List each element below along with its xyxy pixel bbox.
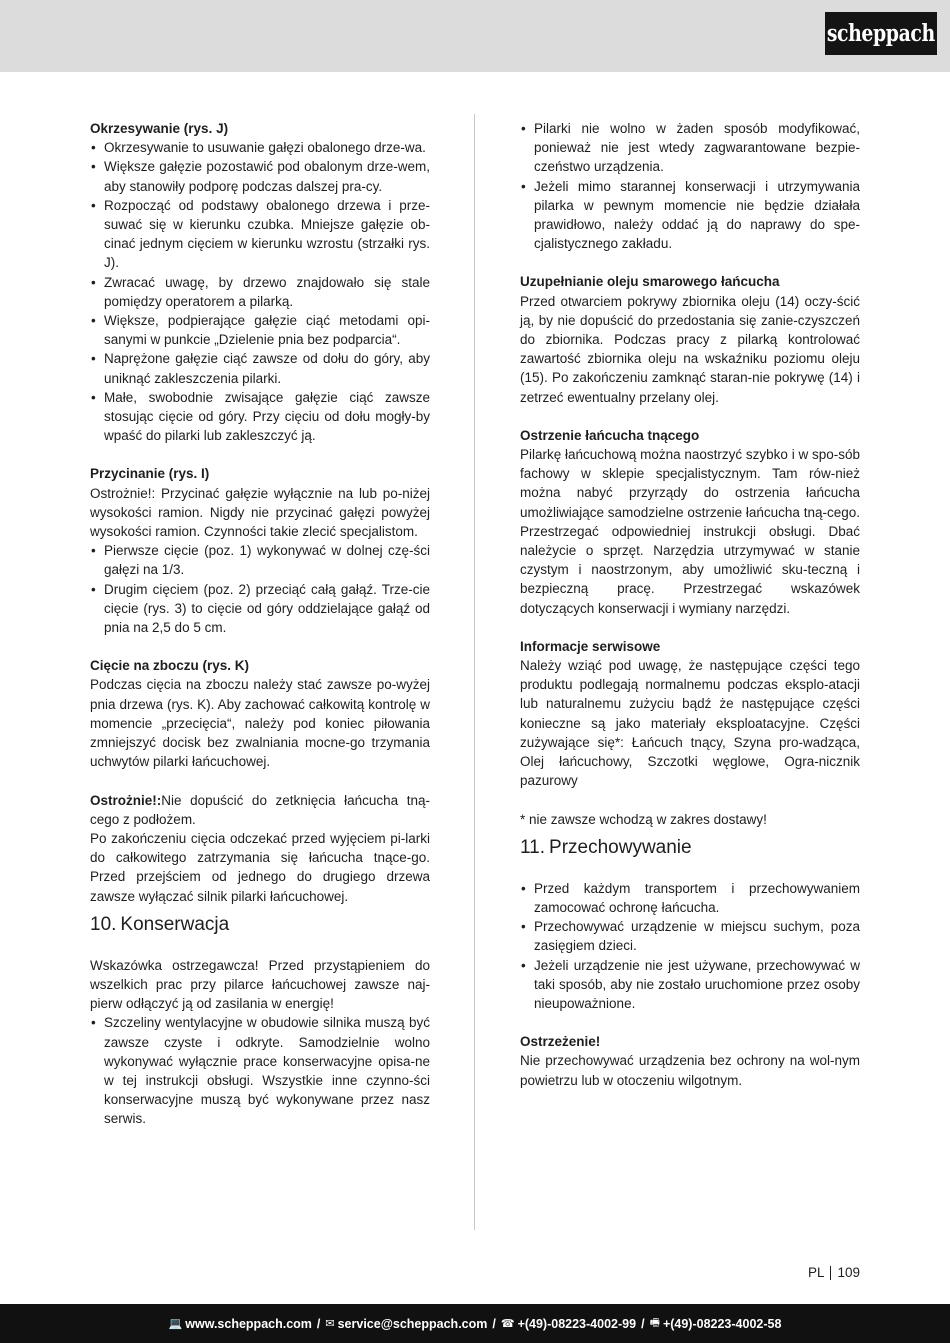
website-link[interactable]: www.scheppach.com: [185, 1316, 312, 1331]
maintenance-list-continued: [520, 119, 860, 253]
scheppach-logo: [825, 12, 937, 55]
list-item: • Okrzesywanie to usuwanie gałęzi obalonego drze-wa.: [90, 138, 430, 157]
sharpen-text: Pilarkę łańcuchową można naostrzyć szybko i w spo-sób fachowy w sklepie specjalistycznym. Tam rów-nież można nabyć przyrządy do ostrzenia łańcucha umożliwiające samodzielne ostrzenie łańcucha tną-cego. Przestrzegać odpowiedniej instrukcji obsługi. Dbać należycie o sprzęt. Narzędzia utrzymywać w stanie czystym i naostrzonym, aby umożliwić sku-teczną i bezpieczną pracę. Przestrzegać wskazówek dotyczących konserwacji i wymiany narzędzi.: [520, 447, 860, 616]
page-number: [808, 1264, 860, 1282]
mail-icon: ✉: [325, 1318, 335, 1330]
section-heading: Konserwacja: [120, 913, 230, 935]
computer-icon: 💻: [168, 1318, 183, 1330]
left-column: [90, 119, 430, 1129]
prune-heading: Przycinanie (rys. I): [90, 466, 210, 482]
logo-text: scheppach: [827, 20, 935, 47]
section-number: 11.: [520, 836, 546, 858]
list-item: • Pierwsze cięcie (poz. 1) wykonywać w dolnej czę-ści gałęzi na 1/3.: [90, 541, 430, 579]
caution-paragraph: [90, 791, 430, 829]
prune-text: Ostrożnie!: Przycinać gałęzie wyłącznie na lub po-niżej wysokości ramion. Nigdy nie przycinać gałęzi powyżej wysokości ramion. Czynności takie zlecić specjalistom.: [90, 485, 430, 540]
prune-list: [90, 541, 430, 637]
service-heading: Informacje serwisowe: [520, 638, 661, 654]
email-link[interactable]: service@scheppach.com: [337, 1316, 488, 1331]
sharpen-heading: Ostrzenie łańcucha tnącego: [520, 427, 700, 443]
slope-heading: Cięcie na zboczu (rys. K): [90, 658, 250, 674]
list-item: • Drugim cięciem (poz. 2) przeciąć całą gałąź. Trze-cie cięcie (rys. 3) to cięcie od góry oddzielające gałąź od pnia na 2,5 do 5 cm.: [90, 580, 430, 638]
service-text: Należy wziąć pod uwagę, że następujące części tego produktu podlegają normalnemu podczas eksplo-atacji lub naturalnemu zużyciu bądź że następujące części konieczne są jako materiały eksploatacyjne. Części zużywające się*: Łańcuch tnący, Szyna pro-wadząca, Olej łańcuchowy, Szczotki węglowe, Ogra-nicznik pazurowy: [520, 658, 860, 789]
maintenance-warning: Wskazówka ostrzegawcza! Przed przystąpieniem do wszelkich prac przy pilarce łańcuchowej zawsze naj-pierw odłączyć ją od zasilania w energię!: [90, 957, 430, 1012]
fax-number: +(49)-08223-4002-58: [662, 1316, 782, 1331]
footer-separator: /: [641, 1316, 645, 1331]
service-note: * nie zawsze wchodzą w zakres dostawy!: [520, 811, 767, 827]
list-item: • Małe, swobodnie zwisające gałęzie ciąć zawsze stosując cięcie od góry. Przy cięciu od dołu mogły-by wpaść do pilarki lub zakleszczyć ją.: [90, 388, 430, 446]
slope-text: Podczas cięcia na zboczu należy stać zawsze po-wyżej pnia drzewa (rys. K). Aby zachować całkowitą kontrolę w momencie „przecięcia“, należy pod koniec piłowania zmniejszyć docisk bez zwalniania mocne-go trzymania uchwytów pilarki łańcuchowej.: [90, 677, 430, 770]
warning-text: Nie przechowywać urządzenia bez ochrony na wol-nym powietrzu lub w otoczeniu wilgotnym.: [520, 1053, 860, 1088]
footer-contact-bar: [0, 1304, 950, 1343]
trim-list: [90, 138, 430, 445]
phone-icon: ☎: [500, 1318, 515, 1330]
phone-number: +(49)-08223-4002-99: [517, 1316, 637, 1331]
footer-separator: /: [316, 1316, 321, 1331]
list-item: • Szczeliny wentylacyjne w obudowie silnika muszą być zawsze czyste i odkryte. Samodzielnie wolno wykonywać wyłącznie prace konserwacyjne opisa-ne w tej instrukcji obsługi. Wszystkie inne czynno-ści konserwacyjne muszą być wykonywane przez nasz serwis.: [90, 1013, 430, 1128]
list-item: • Większe, podpierające gałęzie ciąć metodami opi-sanymi w punkcie „Dzielenie pnia bez podparcia“.: [90, 311, 430, 349]
oil-heading: Uzupełnianie oleju smarowego łańcucha: [520, 274, 780, 290]
oil-text: Przed otwarciem pokrywy zbiornika oleju (14) oczy-ścić ją, by nie dopuścić do przedostania się zanie-czyszczeń do zbiornika. Podczas pracy z pilarką kontrolować zawartość zbiornika oleju na wskaźniku poziomu oleju (15). Po zakończeniu zamknąć staran-nie pokrywę (14) i zetrzeć ewentualny przelany olej.: [520, 293, 860, 405]
list-item: • Jeżeli urządzenie nie jest używane, przechowywać w taki sposób, aby nie zostało uruchomione przez osoby nieupoważnione.: [520, 956, 860, 1014]
section-number: 10.: [90, 913, 117, 935]
trim-heading: Okrzesywanie (rys. J): [90, 121, 229, 136]
page-separator: [830, 1266, 831, 1280]
footer-separator: /: [492, 1316, 496, 1331]
header-band: [0, 0, 950, 72]
section-heading: Przechowywanie: [549, 836, 692, 858]
section-11-title: [520, 836, 860, 860]
storage-list: [520, 879, 860, 1013]
page-number-value: 109: [837, 1265, 860, 1280]
list-item: • Przechowywać urządzenie w miejscu suchym, poza zasięgiem dzieci.: [520, 917, 860, 955]
language-code: PL: [807, 1265, 825, 1280]
list-item: • Rozpocząć od podstawy obalonego drzewa i prze-suwać się w kierunku czubka. Mniejsze gałęzie ob-cinać jednym cięciem w kierunku wzrostu (strzałki rys. J).: [90, 196, 430, 273]
list-item: • Jeżeli mimo starannej konserwacji i utrzymywania pilarka w pewnym momencie nie będzie działała prawidłowo, należy oddać ją do naprawy do spe-cjalistycznego zakładu.: [520, 177, 860, 254]
caution-text: Nie dopuścić do zetknięcia łańcucha tną-cego z podłożem.: [90, 792, 430, 827]
list-item: • Zwracać uwagę, by drzewo znajdowało się stale pomiędzy operatorem a pilarką.: [90, 273, 430, 311]
section-10-title: [90, 913, 430, 937]
list-item: • Większe gałęzie pozostawić pod obalonym drze-wem, aby stanowiły podporę podczas dalszej pra-cy.: [90, 157, 430, 195]
fax-icon: 🖷: [649, 1317, 660, 1329]
list-item: • Naprężone gałęzie ciąć zawsze od dołu do góry, aby uniknąć zakleszczenia pilarki.: [90, 349, 430, 387]
column-divider: [474, 114, 475, 1230]
warning-heading: Ostrzeżenie!: [520, 1034, 601, 1050]
after-cut-text: Po zakończeniu cięcia odczekać przed wyjęciem pi-larki do całkowitego zatrzymania się łańcucha tnące-go. Przed przejściem od jednego do drugiego drzewa zawsze wyłączać silnik pilarki łańcuchowej.: [90, 830, 430, 904]
list-item: • Pilarki nie wolno w żaden sposób modyfikować, ponieważ nie jest wtedy zagwarantowane bezpie-czeństwo urządzenia.: [520, 119, 860, 177]
list-item: • Przed każdym transportem i przechowywaniem zamocować ochronę łańcucha.: [520, 879, 860, 917]
maintenance-list: [90, 1013, 430, 1128]
right-column: [520, 119, 860, 1090]
caution-label: Ostrożnie!:: [90, 792, 162, 808]
